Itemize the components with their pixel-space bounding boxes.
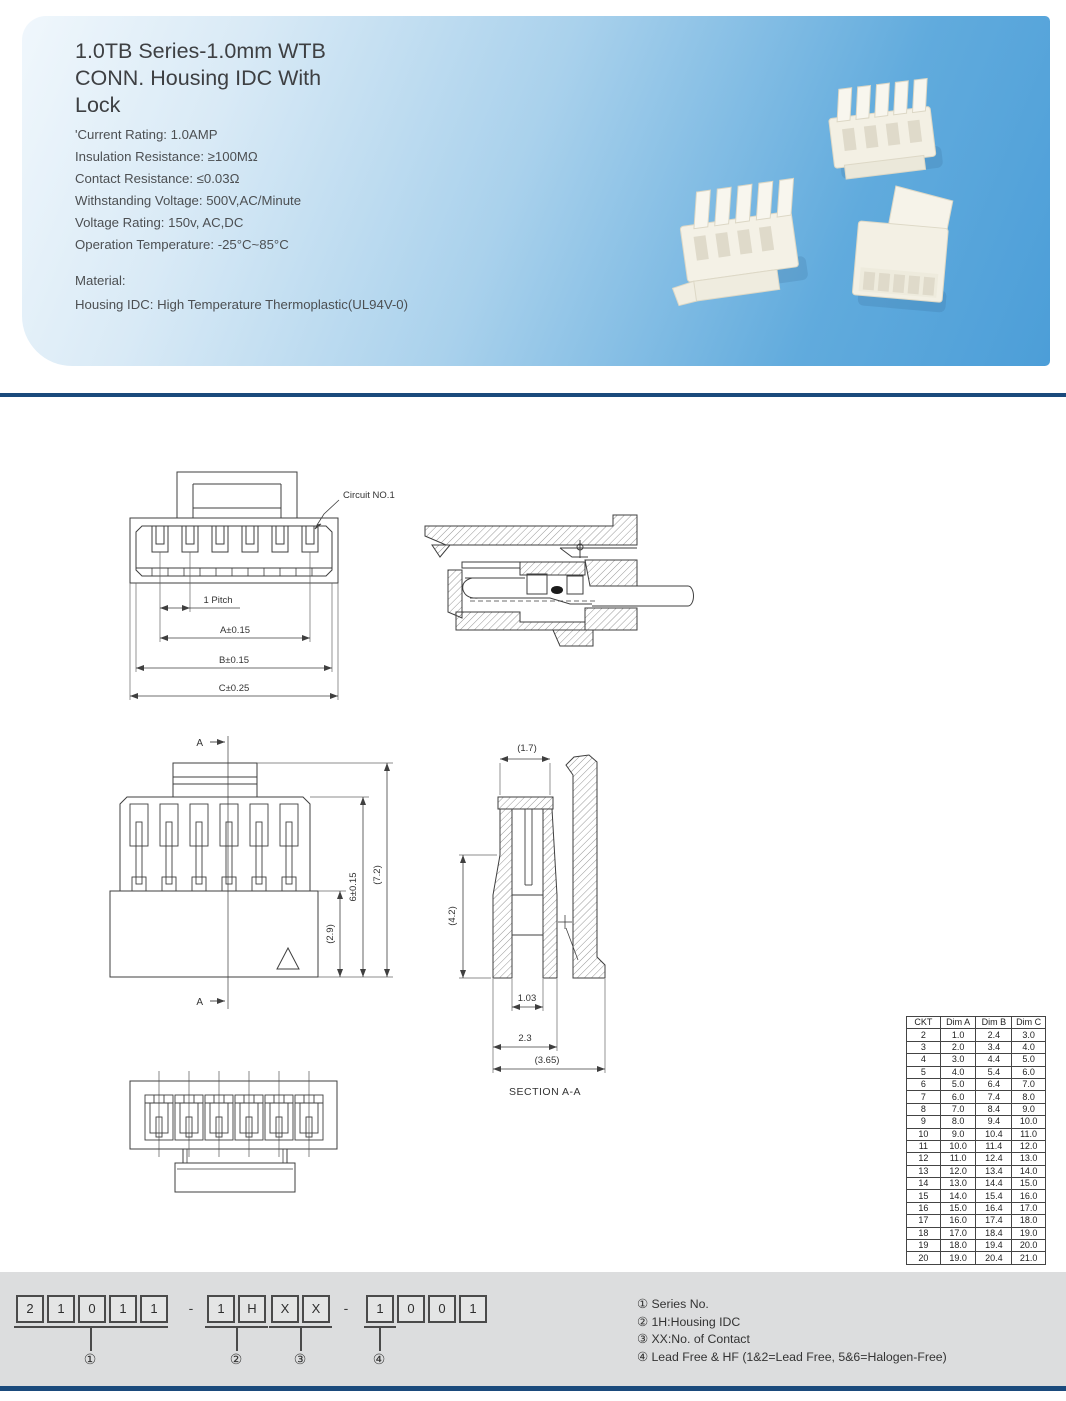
table-cell: 14.0: [940, 1190, 976, 1202]
table-cell: 6.0: [1012, 1066, 1046, 1078]
table-header-cell: Dim A: [940, 1017, 976, 1029]
table-cell: 7.4: [976, 1091, 1012, 1103]
table-cell: 3.0: [1012, 1029, 1046, 1041]
table-row: [907, 1227, 1046, 1239]
spec-line: Contact Resistance: ≤0.03Ω: [75, 171, 240, 186]
table-cell: 9.4: [976, 1116, 1012, 1128]
idc-slots: [130, 804, 298, 891]
table-cell: 17: [907, 1215, 941, 1227]
table-cell: 16.0: [1012, 1190, 1046, 1202]
pn-box: 0: [397, 1295, 425, 1323]
dim-label-365: (3.65): [534, 1055, 560, 1066]
pn-box: 2: [16, 1295, 44, 1323]
table-row: [907, 1029, 1046, 1041]
table-cell: 11.4: [976, 1140, 1012, 1152]
table-cell: 11.0: [940, 1153, 976, 1165]
table-cell: 18.0: [1012, 1215, 1046, 1227]
table-cell: 13.0: [940, 1178, 976, 1190]
page-title: 1.0TB Series-1.0mm WTB CONN. Housing IDC With Lock: [75, 39, 326, 117]
table-cell: 2: [907, 1029, 941, 1041]
dim-label-72: (7.2): [372, 865, 383, 885]
table-cell: 18.4: [976, 1227, 1012, 1239]
material-value: Housing IDC: High Temperature Thermoplastic(UL94V-0): [75, 297, 409, 312]
section-aa-drawing: [445, 735, 665, 1105]
table-row: [907, 1240, 1046, 1252]
bottom-divider: [0, 1386, 1066, 1391]
bottom-view-drawing: [125, 1065, 355, 1235]
pn-box: 0: [428, 1295, 456, 1323]
table-cell: 4.4: [976, 1054, 1012, 1066]
table-cell: 2.0: [940, 1041, 976, 1053]
dim-label-103: 1.03: [517, 993, 537, 1004]
spec-line: Voltage Rating: 150v, AC,DC: [75, 215, 244, 230]
table-row: [907, 1190, 1046, 1202]
pn-leader-3: [300, 1328, 302, 1351]
table-row: [907, 1116, 1046, 1128]
dim-label-42: (4.2): [447, 906, 458, 926]
spec-line: Insulation Resistance: ≥100MΩ: [75, 149, 258, 164]
table-header-cell: CKT: [907, 1017, 941, 1029]
pn-leader-4: [379, 1328, 381, 1351]
pn-callout: ②: [229, 1351, 243, 1367]
pn-box: 0: [78, 1295, 106, 1323]
dim-label-c: C±0.25: [218, 683, 250, 694]
spec-line: Operation Temperature: -25°C~85°C: [75, 237, 289, 252]
table-cell: 3.4: [976, 1041, 1012, 1053]
table-cell: 16.4: [976, 1202, 1012, 1214]
table-cell: 17.4: [976, 1215, 1012, 1227]
table-cell: 7.0: [940, 1103, 976, 1115]
section-marker-bottom: A: [196, 997, 203, 1008]
table-cell: 20.0: [1012, 1240, 1046, 1252]
dim-label-23: 2.3: [518, 1033, 532, 1044]
table-cell: 17.0: [940, 1227, 976, 1239]
pn-box: 1: [140, 1295, 168, 1323]
table-header-cell: Dim C: [1012, 1017, 1046, 1029]
table-cell: 18: [907, 1227, 941, 1239]
pn-box: X: [271, 1295, 299, 1323]
part-number-legend: [637, 1296, 947, 1366]
product-photo: [657, 71, 1002, 346]
table-cell: 8.4: [976, 1103, 1012, 1115]
table-cell: 13.0: [1012, 1153, 1046, 1165]
dim-label-29: (2.9): [325, 924, 336, 944]
table-cell: 12.0: [940, 1165, 976, 1177]
table-cell: 13.4: [976, 1165, 1012, 1177]
table-cell: 9.0: [940, 1128, 976, 1140]
table-cell: 9.0: [1012, 1103, 1046, 1115]
table-cell: 14: [907, 1178, 941, 1190]
dim-label-b: B±0.15: [218, 655, 250, 666]
spec-list: [75, 124, 495, 256]
table-row: [907, 1215, 1046, 1227]
connector-photo-left: [660, 178, 810, 306]
table-cell: 6.4: [976, 1078, 1012, 1090]
legend-line: ② 1H:Housing IDC: [637, 1314, 741, 1329]
spec-line: 'Current Rating: 1.0AMP: [75, 127, 218, 142]
table-cell: 5.0: [940, 1078, 976, 1090]
mid-front-view-drawing: [100, 732, 400, 1032]
pn-leader-2: [236, 1328, 238, 1351]
table-cell: 14.4: [976, 1178, 1012, 1190]
dimension-table: [906, 1016, 1046, 1265]
table-cell: 3: [907, 1041, 941, 1053]
table-row: [907, 1066, 1046, 1078]
dim-label-pitch: 1 Pitch: [203, 595, 233, 606]
table-cell: 10.4: [976, 1128, 1012, 1140]
legend-line: ③ XX:No. of Contact: [637, 1332, 750, 1346]
bottom-cavities: [145, 1095, 323, 1140]
pn-callout: ③: [293, 1351, 307, 1367]
pn-box: 1: [459, 1295, 487, 1323]
table-row: [907, 1153, 1046, 1165]
pn-separator: -: [343, 1300, 349, 1316]
circuit-no1-label: Circuit NO.1: [343, 490, 395, 501]
table-cell: 10: [907, 1128, 941, 1140]
contact-slots: [152, 526, 318, 552]
table-cell: 8.0: [1012, 1091, 1046, 1103]
table-cell: 15.4: [976, 1190, 1012, 1202]
table-cell: 16: [907, 1202, 941, 1214]
table-cell: 10.0: [940, 1140, 976, 1152]
table-row: [907, 1054, 1046, 1066]
table-cell: 12.0: [1012, 1140, 1046, 1152]
table-cell: 5.4: [976, 1066, 1012, 1078]
legend-line: ④ Lead Free & HF (1&2=Lead Free, 5&6=Halogen-Free): [637, 1349, 947, 1364]
connector-photo-top: [825, 78, 943, 180]
table-cell: 5.0: [1012, 1054, 1046, 1066]
section-aa-caption: SECTION A-A: [508, 1086, 582, 1098]
table-cell: 15.0: [940, 1202, 976, 1214]
top-divider: [0, 393, 1066, 397]
table-cell: 5: [907, 1066, 941, 1078]
pn-box: X: [302, 1295, 330, 1323]
side-section-drawing: [420, 500, 710, 660]
material-label: Material:: [75, 273, 126, 288]
spec-line: Withstanding Voltage: 500V,AC/Minute: [75, 193, 302, 208]
table-row: [907, 1103, 1046, 1115]
table-cell: 19: [907, 1240, 941, 1252]
table-cell: 13: [907, 1165, 941, 1177]
table-cell: 11.0: [1012, 1128, 1046, 1140]
table-row: [907, 1178, 1046, 1190]
table-cell: 4: [907, 1054, 941, 1066]
table-cell: 16.0: [940, 1215, 976, 1227]
table-cell: 15: [907, 1190, 941, 1202]
dim-label-a: A±0.15: [219, 625, 251, 636]
pn-box: 1: [47, 1295, 75, 1323]
table-cell: 17.0: [1012, 1202, 1046, 1214]
table-row: [907, 1091, 1046, 1103]
pn-separator: -: [188, 1300, 194, 1316]
pn-callout: ④: [372, 1351, 386, 1367]
table-cell: 7.0: [1012, 1078, 1046, 1090]
material-block: [75, 269, 635, 317]
table-row: [907, 1202, 1046, 1214]
hero-panel: [22, 16, 1050, 366]
table-row: [907, 1041, 1046, 1053]
table-cell: 8: [907, 1103, 941, 1115]
triangle-mark: [277, 948, 299, 969]
legend-line: ① Series No.: [637, 1297, 709, 1311]
table-row: [907, 1252, 1046, 1264]
table-cell: 21.0: [1012, 1252, 1046, 1264]
table-cell: 6: [907, 1078, 941, 1090]
table-row: [907, 1165, 1046, 1177]
table-cell: 4.0: [1012, 1041, 1046, 1053]
pn-box: 1: [109, 1295, 137, 1323]
table-header-cell: Dim B: [976, 1017, 1012, 1029]
section-marker-top: A: [196, 738, 203, 749]
front-view-drawing: [105, 450, 405, 705]
table-cell: 19.4: [976, 1240, 1012, 1252]
table-cell: 9: [907, 1116, 941, 1128]
table-header-row: [907, 1017, 1046, 1029]
connector-photo-right: [851, 183, 955, 313]
pn-box: 1: [366, 1295, 394, 1323]
table-cell: 12.4: [976, 1153, 1012, 1165]
table-row: [907, 1128, 1046, 1140]
table-cell: 20.4: [976, 1252, 1012, 1264]
table-cell: 10.0: [1012, 1116, 1046, 1128]
pn-callout: ①: [83, 1351, 97, 1367]
table-row: [907, 1140, 1046, 1152]
table-cell: 11: [907, 1140, 941, 1152]
table-cell: 19.0: [1012, 1227, 1046, 1239]
dim-label-17: (1.7): [517, 743, 537, 754]
table-cell: 2.4: [976, 1029, 1012, 1041]
dim-label-6: 6±0.15: [348, 872, 359, 902]
table-cell: 4.0: [940, 1066, 976, 1078]
table-cell: 20: [907, 1252, 941, 1264]
table-cell: 14.0: [1012, 1165, 1046, 1177]
pn-box: H: [238, 1295, 266, 1323]
table-cell: 15.0: [1012, 1178, 1046, 1190]
table-row: [907, 1078, 1046, 1090]
table-cell: 7: [907, 1091, 941, 1103]
pn-leader-1: [90, 1328, 92, 1351]
pn-box: 1: [207, 1295, 235, 1323]
table-cell: 3.0: [940, 1054, 976, 1066]
table-cell: 6.0: [940, 1091, 976, 1103]
table-cell: 12: [907, 1153, 941, 1165]
table-cell: 1.0: [940, 1029, 976, 1041]
table-cell: 19.0: [940, 1252, 976, 1264]
table-cell: 18.0: [940, 1240, 976, 1252]
table-cell: 8.0: [940, 1116, 976, 1128]
